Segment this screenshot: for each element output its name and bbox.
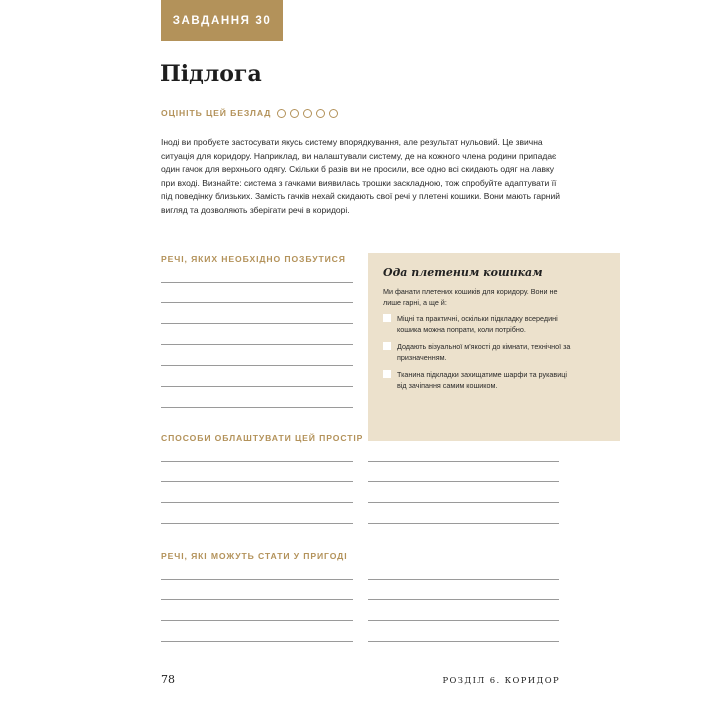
write-line[interactable] (161, 599, 353, 600)
rating-circle-3[interactable] (303, 109, 312, 118)
intro-paragraph: Іноді ви пробуєте застосувати якусь систему впорядкування, але результат нульовий. Це звична ситуація для коридору. Наприклад, ви налаштували систему, де на кожного члена родини припадає один гачок для верхнього одягу. Скільки б разів ви не просили, все одно всі скидають одяг на лавку при вході. Визнайте: система з гачками виявилась трошки заскладною, тож спробуйте адаптувати її під поведінку близьких. Замість гачків нехай скидають свої речі у плетені кошики. Вони мають гарний вигляд та дозволяють зберігати речі в коридорі. (161, 137, 560, 215)
checklist-item-text: Додають візуальної м'якості до кімнати, технічної за призначенням. (397, 342, 571, 362)
write-line[interactable] (368, 599, 559, 600)
write-line[interactable] (368, 620, 559, 621)
write-line[interactable] (161, 407, 353, 408)
checklist-item-text: Міцні та практичні, оскільки підкладку всередині кошика можна попрати, коли потрібно. (397, 314, 558, 334)
sidebar-intro: Ми фанати плетених кошиків для коридору. Вони не лише гарні, а ще й: (383, 287, 558, 307)
rating-label: ОЦІНІТЬ ЦЕЙ БЕЗЛАД (161, 108, 272, 118)
checkbox[interactable] (383, 314, 391, 322)
write-line[interactable] (368, 579, 559, 580)
write-line[interactable] (161, 461, 353, 462)
arrange-section-label: СПОСОБИ ОБЛАШТУВАТИ ЦЕЙ ПРОСТІР (161, 433, 364, 443)
task-banner (161, 0, 283, 41)
write-line[interactable] (368, 641, 559, 642)
write-line[interactable] (161, 282, 353, 283)
chapter-label: РОЗДІЛ 6. КОРИДОР (442, 675, 560, 685)
write-line[interactable] (161, 641, 353, 642)
checklist-item (383, 369, 606, 391)
page-title: Підлога (160, 61, 262, 87)
write-line[interactable] (161, 386, 353, 387)
rating-circle-5[interactable] (329, 109, 338, 118)
write-line[interactable] (161, 502, 353, 503)
sidebar-title: Ода плетеним кошикам (383, 266, 543, 279)
write-line[interactable] (161, 523, 353, 524)
write-line[interactable] (161, 579, 353, 580)
page-number: 78 (161, 673, 175, 686)
write-line[interactable] (368, 481, 559, 482)
checkbox[interactable] (383, 342, 391, 350)
write-line[interactable] (368, 502, 559, 503)
checklist-item (383, 341, 606, 363)
write-line[interactable] (368, 523, 559, 524)
discard-section-label: РЕЧІ, ЯКИХ НЕОБХІДНО ПОЗБУТИСЯ (161, 254, 346, 264)
rating-circles (277, 109, 342, 118)
write-line[interactable] (368, 461, 559, 462)
checkbox[interactable] (383, 370, 391, 378)
write-line[interactable] (161, 302, 353, 303)
write-line[interactable] (161, 365, 353, 366)
rating-circle-1[interactable] (277, 109, 286, 118)
write-line[interactable] (161, 481, 353, 482)
rating-circle-2[interactable] (290, 109, 299, 118)
task-label: ЗАВДАННЯ 30 (172, 14, 272, 27)
write-line[interactable] (161, 620, 353, 621)
checklist-item (383, 313, 606, 335)
write-line[interactable] (161, 323, 353, 324)
useful-section-label: РЕЧІ, ЯКІ МОЖУТЬ СТАТИ У ПРИГОДІ (161, 551, 348, 561)
mess-rating (161, 108, 342, 118)
rating-circle-4[interactable] (316, 109, 325, 118)
write-line[interactable] (161, 344, 353, 345)
checklist-item-text: Тканина підкладки захищатиме шарфи та рукавиці від зачіпання самим кошиком. (397, 370, 567, 390)
sidebar-box (368, 253, 620, 441)
